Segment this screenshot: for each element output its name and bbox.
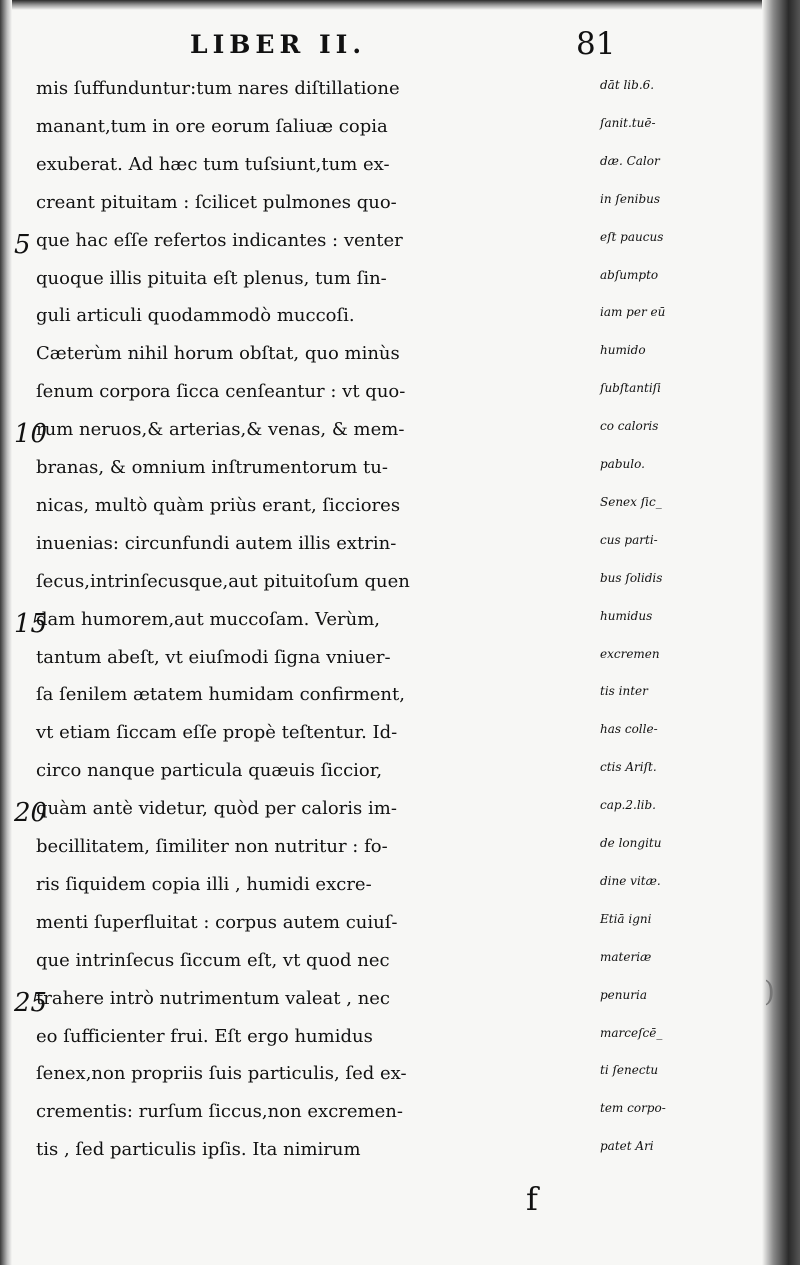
marginal-note: cus parti- — [600, 532, 658, 547]
line-number: 25 — [14, 987, 48, 1018]
text-line — [0, 760, 760, 798]
main-text: circo nanque particula quæuis ſiccior, — [36, 760, 383, 782]
marginal-note: tem corpo- — [600, 1101, 666, 1116]
marginal-note: abſumpto — [600, 267, 659, 282]
marginal-note: in ſenibus — [600, 191, 661, 206]
text-line — [0, 343, 760, 381]
main-text: ſa ſenilem ætatem humidam confirment, — [36, 684, 405, 706]
signature-mark: f — [526, 1180, 538, 1218]
main-text: inuenias: circunfundi autem illis extrin- — [36, 532, 397, 554]
marginal-note: bus ſolidis — [600, 570, 663, 585]
marginal-note: de longitu — [600, 836, 662, 850]
marginal-note: ti ſenectu — [600, 1063, 659, 1078]
text-line — [0, 647, 760, 685]
marginal-note: co caloris — [600, 419, 659, 434]
marginal-note: tis inter — [600, 684, 648, 699]
marginal-note: excremen — [600, 646, 660, 661]
page-number: 81 — [576, 26, 616, 62]
text-line — [0, 116, 760, 154]
marginal-note: dāt lib.6. — [600, 78, 655, 92]
marginal-note: dæ. Calor — [600, 153, 660, 168]
text-line — [0, 192, 760, 230]
text-line — [0, 798, 760, 836]
main-text: tis , ſed particulis ipſis. Ita nimirum — [36, 1139, 361, 1161]
marginal-note: patet Ari — [600, 1139, 654, 1154]
main-text: tantum abeſt, vt eiuſmodi ſigna vniuer- — [36, 646, 391, 668]
marginal-note: iam per eū — [600, 305, 666, 320]
text-line — [0, 609, 760, 647]
marginal-note: cap.2.lib. — [600, 798, 656, 813]
text-line — [0, 684, 760, 722]
text-line — [0, 381, 760, 419]
text-line — [0, 78, 760, 116]
text-line — [0, 1101, 760, 1139]
main-text: dam humorem,aut muccoſam. Verùm, — [36, 608, 381, 630]
marginal-note: Etiā igni — [600, 911, 652, 926]
text-line — [0, 1063, 760, 1101]
marginal-note: has colle- — [600, 722, 658, 737]
marginal-note: ctis Ariſt. — [600, 760, 657, 775]
line-number: 5 — [14, 229, 31, 260]
main-text: branas, & omnium inſtrumentorum tu- — [36, 457, 388, 478]
main-text: ſenum corpora ſicca cenſeantur : vt quo- — [36, 381, 406, 403]
text-line — [0, 950, 760, 988]
main-text: quoque illis pituita eſt plenus, tum ſin- — [36, 267, 387, 289]
text-line — [0, 419, 760, 457]
text-line — [0, 912, 760, 950]
marginal-note: ſubſtantiſi — [600, 381, 661, 396]
text-line — [0, 495, 760, 533]
marginal-note: Senex ſic_ — [600, 494, 662, 509]
marginal-note: dine vitæ. — [600, 873, 661, 888]
main-text: rum neruos,& arterias,& venas, & mem- — [36, 419, 405, 441]
book-binding-edge — [762, 0, 800, 1265]
main-text: nicas, multò quàm priùs erant, ſicciores — [36, 494, 401, 516]
marginal-note: humidus — [600, 608, 653, 623]
main-text: becillitatem, ſimiliter non nutritur : fo- — [36, 836, 388, 857]
marginal-note: pabulo. — [600, 457, 645, 471]
line-number: 15 — [14, 608, 48, 639]
main-text: exuberat. Ad hæc tum tuſsiunt,tum ex- — [36, 153, 390, 175]
main-text: creant pituitam : ſcilicet pulmones quo- — [36, 191, 397, 213]
main-text: ſenex,non propriis ſuis particulis, ſed ex- — [36, 1063, 407, 1085]
marginal-note: ſanit.tuē- — [600, 115, 656, 130]
main-text: que intrinſecus ſiccum eſt, vt quod nec — [36, 949, 390, 971]
main-text: ſecus,intrinſecusque,aut pituitoſum quen — [36, 570, 410, 592]
line-number: 10 — [14, 419, 48, 450]
page-top-edge — [0, 0, 800, 10]
marginal-note: materiæ — [600, 949, 652, 964]
running-head: LIBER II. — [190, 30, 367, 59]
text-line — [0, 722, 760, 760]
main-text: manant,tum in ore eorum ſaliuæ copia — [36, 115, 388, 137]
main-text: menti ſuperfluitat : corpus autem cuiuſ- — [36, 911, 398, 933]
text-line — [0, 457, 760, 495]
page-header — [0, 26, 760, 70]
main-text: ris ſiquidem copia illi , humidi excre- — [36, 873, 372, 895]
text-line — [0, 874, 760, 912]
main-text: vt etiam ſiccam eſſe propè teſtentur. Id- — [36, 722, 398, 744]
text-line — [0, 1139, 760, 1177]
main-text: eo ſufficienter frui. Eſt ergo humidus — [36, 1025, 373, 1047]
text-line — [0, 836, 760, 874]
text-line — [0, 533, 760, 571]
main-text: Cæterùm nihil horum obſtat, quo minùs — [36, 343, 400, 365]
text-line — [0, 571, 760, 609]
main-text: quàm antè videtur, quòd per caloris im- — [36, 798, 397, 820]
marginal-note: humido — [600, 343, 646, 358]
marginal-note: penuria — [600, 987, 647, 1002]
main-text: que hac eſſe refertos indicantes : venter — [36, 229, 403, 251]
main-text: trahere intrò nutrimentum valeat , nec — [36, 987, 391, 1009]
text-line — [0, 268, 760, 306]
main-text: crementis: rurſum ſiccus,non excremen- — [36, 1101, 403, 1123]
line-number: 20 — [14, 798, 48, 829]
text-line — [0, 1026, 760, 1064]
main-text: mis ſuffunduntur:tum nares diſtillatione — [36, 78, 400, 99]
text-line — [0, 154, 760, 192]
main-text: guli articuli quodammodò muccoſi. — [36, 305, 355, 327]
edge-mark: ) — [764, 975, 775, 1008]
text-line — [0, 305, 760, 343]
marginal-note: marceſcē_ — [600, 1025, 663, 1040]
text-line — [0, 230, 760, 268]
marginal-note: eſt paucus — [600, 229, 664, 244]
text-line — [0, 988, 760, 1026]
